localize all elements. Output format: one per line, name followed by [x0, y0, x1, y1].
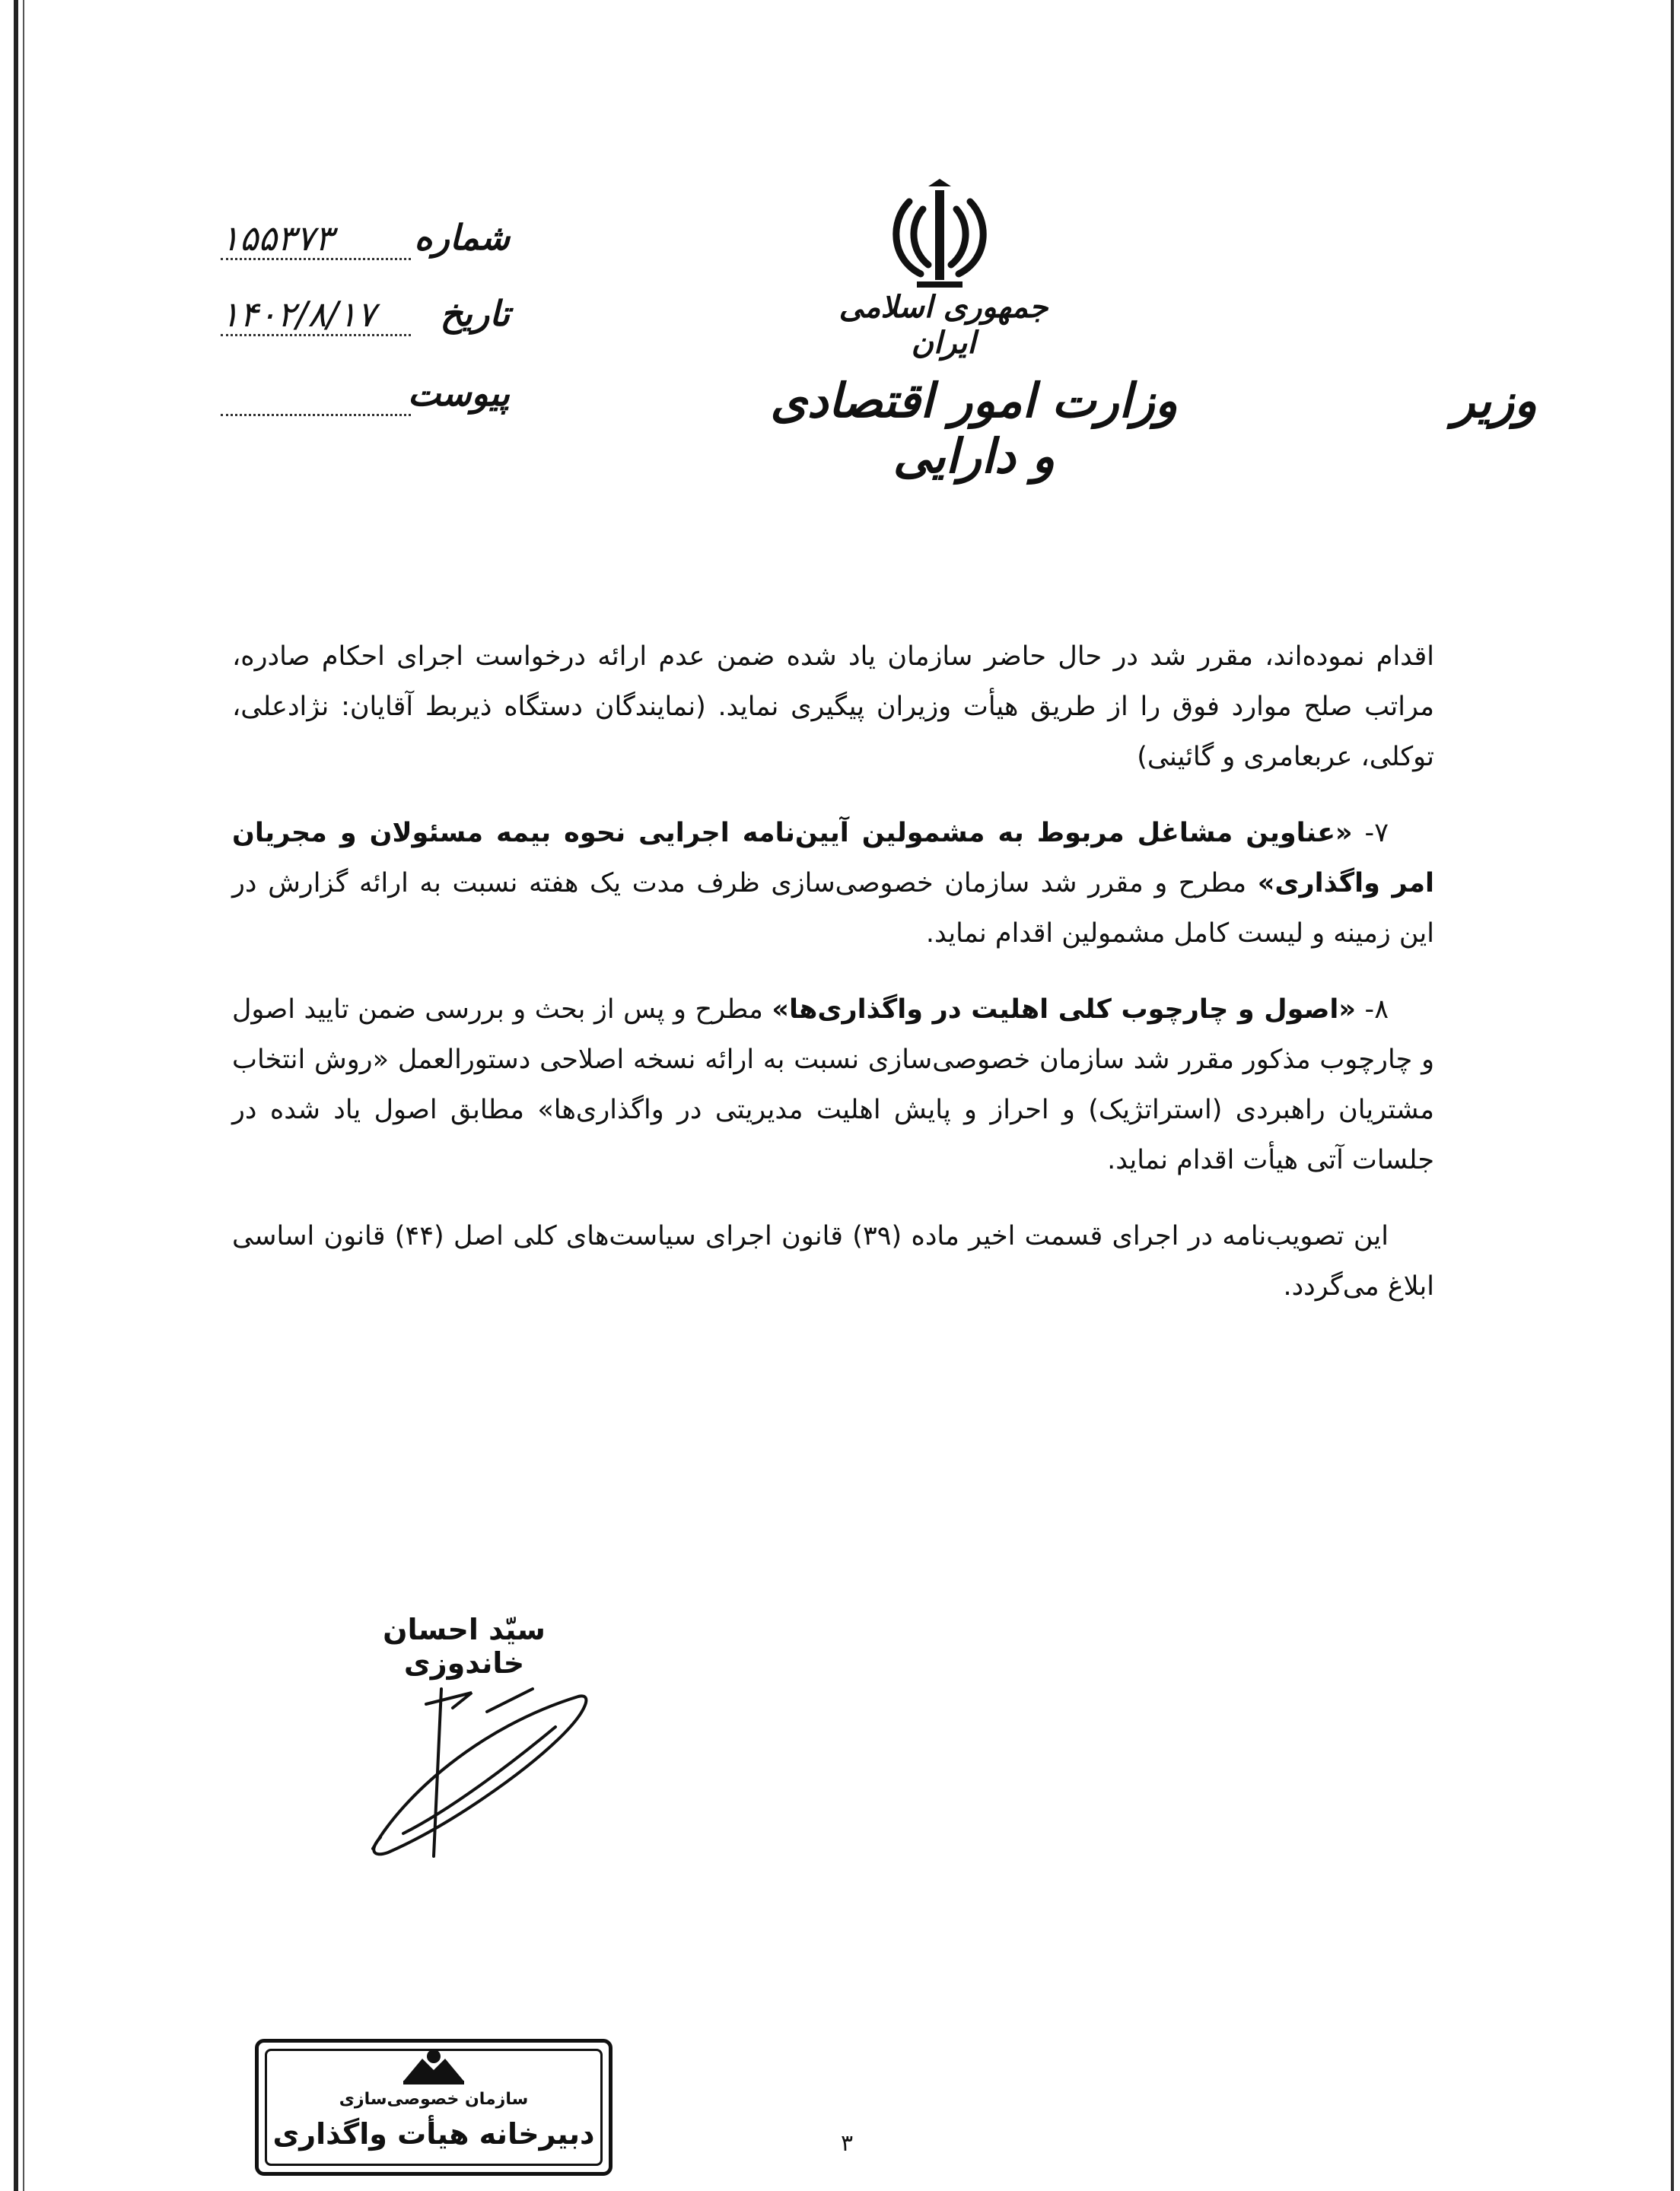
signature-mark — [358, 1681, 601, 1864]
stamp-title: دبیرخانه هیأت واگذاری — [272, 2117, 595, 2151]
item-8-subject: «اصول و چارچوب کلی اهلیت در واگذاری‌ها» — [772, 994, 1357, 1025]
letter-body — [232, 631, 1434, 1337]
privatization-org-logo-icon — [399, 2047, 468, 2085]
paragraph-item-8 — [232, 984, 1434, 1185]
date-value: ۱۴۰۲/۸/۱۷ — [221, 294, 411, 336]
item-7-text: مطرح و مقرر شد سازمان خصوصی‌سازی ظرف مدت یک هفته نسبت به ارائه گزارش در این زمینه و لیست کامل مشمولین اقدام نماید. — [232, 868, 1434, 949]
paragraph-continued: اقدام نموده‌اند، مقرر شد در حال حاضر سازمان یاد شده ضمن عدم ارائه درخواست اجرای احکام صادره، مراتب صلح موارد فوق را از طریق هیأت وزیران پیگیری نماید. (نمایندگان دستگاه ذیربط آقایان: نژادعلی، توکلی، عربعامری و گائینی) — [232, 641, 1434, 772]
item-7-number: ۷- — [1352, 818, 1389, 848]
minister-title: وزیر — [1452, 373, 1537, 428]
scan-border-left-inner — [23, 0, 24, 2191]
signer-name: سیّد احسان خاندوزی — [383, 1613, 546, 1680]
paragraph-item-7 — [232, 808, 1434, 959]
item-8-text: مطرح و پس از بحث و بررسی ضمن تایید اصول و چارچوب مذکور مقرر شد سازمان خصوصی‌سازی نسبت به ارائه نسخه اصلاحی دستورالعمل «روش انتخاب مشتریان راهبردی (استراتژیک) و احراز و پایش اهلیت مدیریتی در واگذاری‌ها» مطابق اصول یاد شده در جلسات آتی هیأت اقدام نماید. — [232, 994, 1434, 1175]
number-label: شماره — [414, 217, 510, 258]
iran-emblem-icon — [886, 175, 993, 293]
attachment-label: پیوست — [407, 373, 510, 414]
date-label: تاریخ — [440, 293, 510, 334]
letter-number-field — [221, 217, 510, 278]
stamp-organization: سازمان خصوصی‌سازی — [339, 2090, 529, 2109]
paragraph-closing: این تصویب‌نامه در اجرای قسمت اخیر ماده (۳۹) قانون اجرای سیاست‌های کلی اصل (۴۴) قانون اساسی ابلاغ می‌گردد. — [232, 1221, 1434, 1302]
number-value: ۱۵۵۳۷۳ — [221, 218, 411, 260]
ministry-title: وزارت امور اقتصادی و دارایی — [770, 373, 1178, 484]
letter-date-field — [221, 293, 510, 354]
attachment-field — [221, 373, 510, 434]
page-number: ۳ — [841, 2130, 854, 2157]
secretariat-stamp — [255, 2039, 612, 2176]
scan-border-right — [1671, 0, 1674, 2191]
republic-title: جمهوری اسلامی ایران — [838, 289, 1048, 361]
item-7-subject: «عناوین مشاغل مربوط به مشمولین آیین‌نامه اجرایی نحوه بیمه مسئولان و مجریان امر واگذاری» — [232, 818, 1434, 898]
scan-border-left — [14, 0, 18, 2191]
attachment-value — [221, 374, 411, 416]
item-8-number: ۸- — [1356, 994, 1389, 1025]
